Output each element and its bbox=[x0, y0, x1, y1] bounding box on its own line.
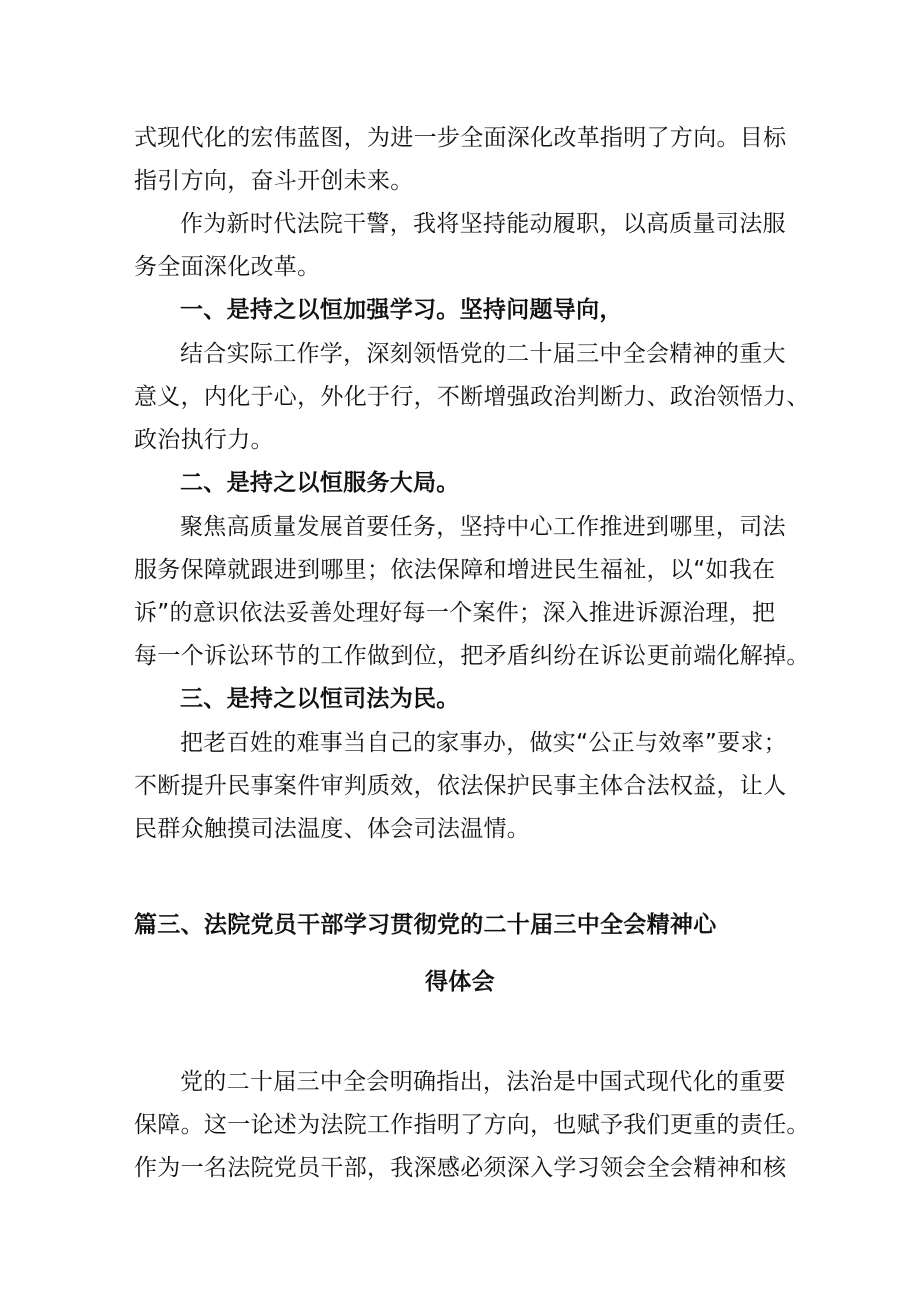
body-line: 每一个诉讼环节的工作做到位，把矛盾纠纷在诉讼更前端化解掉。 bbox=[134, 643, 810, 669]
body-line: 不断提升民事案件审判质效，依法保护民事主体合法权益，让人 bbox=[134, 773, 787, 799]
section-heading-1: 一、是持之以恒加强学习。坚持问题导向， bbox=[180, 297, 623, 323]
section-heading-3: 三、是持之以恒司法为民。 bbox=[180, 686, 460, 712]
body-line: 作为新时代法院干警，我将坚持能动履职，以高质量司法服 bbox=[180, 211, 786, 237]
body-line: 诉”的意识依法妥善处理好每一个案件；深入推进诉源治理，把 bbox=[134, 600, 776, 626]
body-line: 保障。这一论述为法院工作指明了方向，也赋予我们更重的责任。 bbox=[134, 1112, 810, 1138]
body-line: 式现代化的宏伟蓝图，为进一步全面深化改革指明了方向。目标 bbox=[134, 125, 787, 151]
body-line: 把老百姓的难事当自己的家事办，做实“公正与效率”要求； bbox=[180, 730, 787, 756]
body-line: 政治执行力。 bbox=[134, 427, 274, 453]
body-line: 民群众触摸司法温度、体会司法温情。 bbox=[134, 816, 531, 842]
body-line: 服务保障就跟进到哪里；依法保障和增进民生福祉，以“如我在 bbox=[134, 557, 776, 583]
section-heading-2: 二、是持之以恒服务大局。 bbox=[180, 470, 460, 496]
body-line: 结合实际工作学，深刻领悟党的二十届三中全会精神的重大 bbox=[180, 341, 786, 367]
body-line: 作为一名法院党员干部，我深感必须深入学习领会全会精神和核 bbox=[134, 1155, 787, 1181]
article-title-line-2: 得体会 bbox=[425, 969, 495, 995]
body-line: 务全面深化改革。 bbox=[134, 254, 321, 280]
body-line: 意义，内化于心，外化于行，不断增强政治判断力、政治领悟力、 bbox=[134, 384, 810, 410]
body-line: 聚焦高质量发展首要任务，坚持中心工作推进到哪里，司法 bbox=[180, 514, 786, 540]
body-line: 党的二十届三中全会明确指出，法治是中国式现代化的重要 bbox=[180, 1069, 786, 1095]
body-line: 指引方向，奋斗开创未来。 bbox=[134, 168, 414, 194]
article-title-line-1: 篇三、法院党员干部学习贯彻党的二十届三中全会精神心 bbox=[134, 912, 717, 938]
